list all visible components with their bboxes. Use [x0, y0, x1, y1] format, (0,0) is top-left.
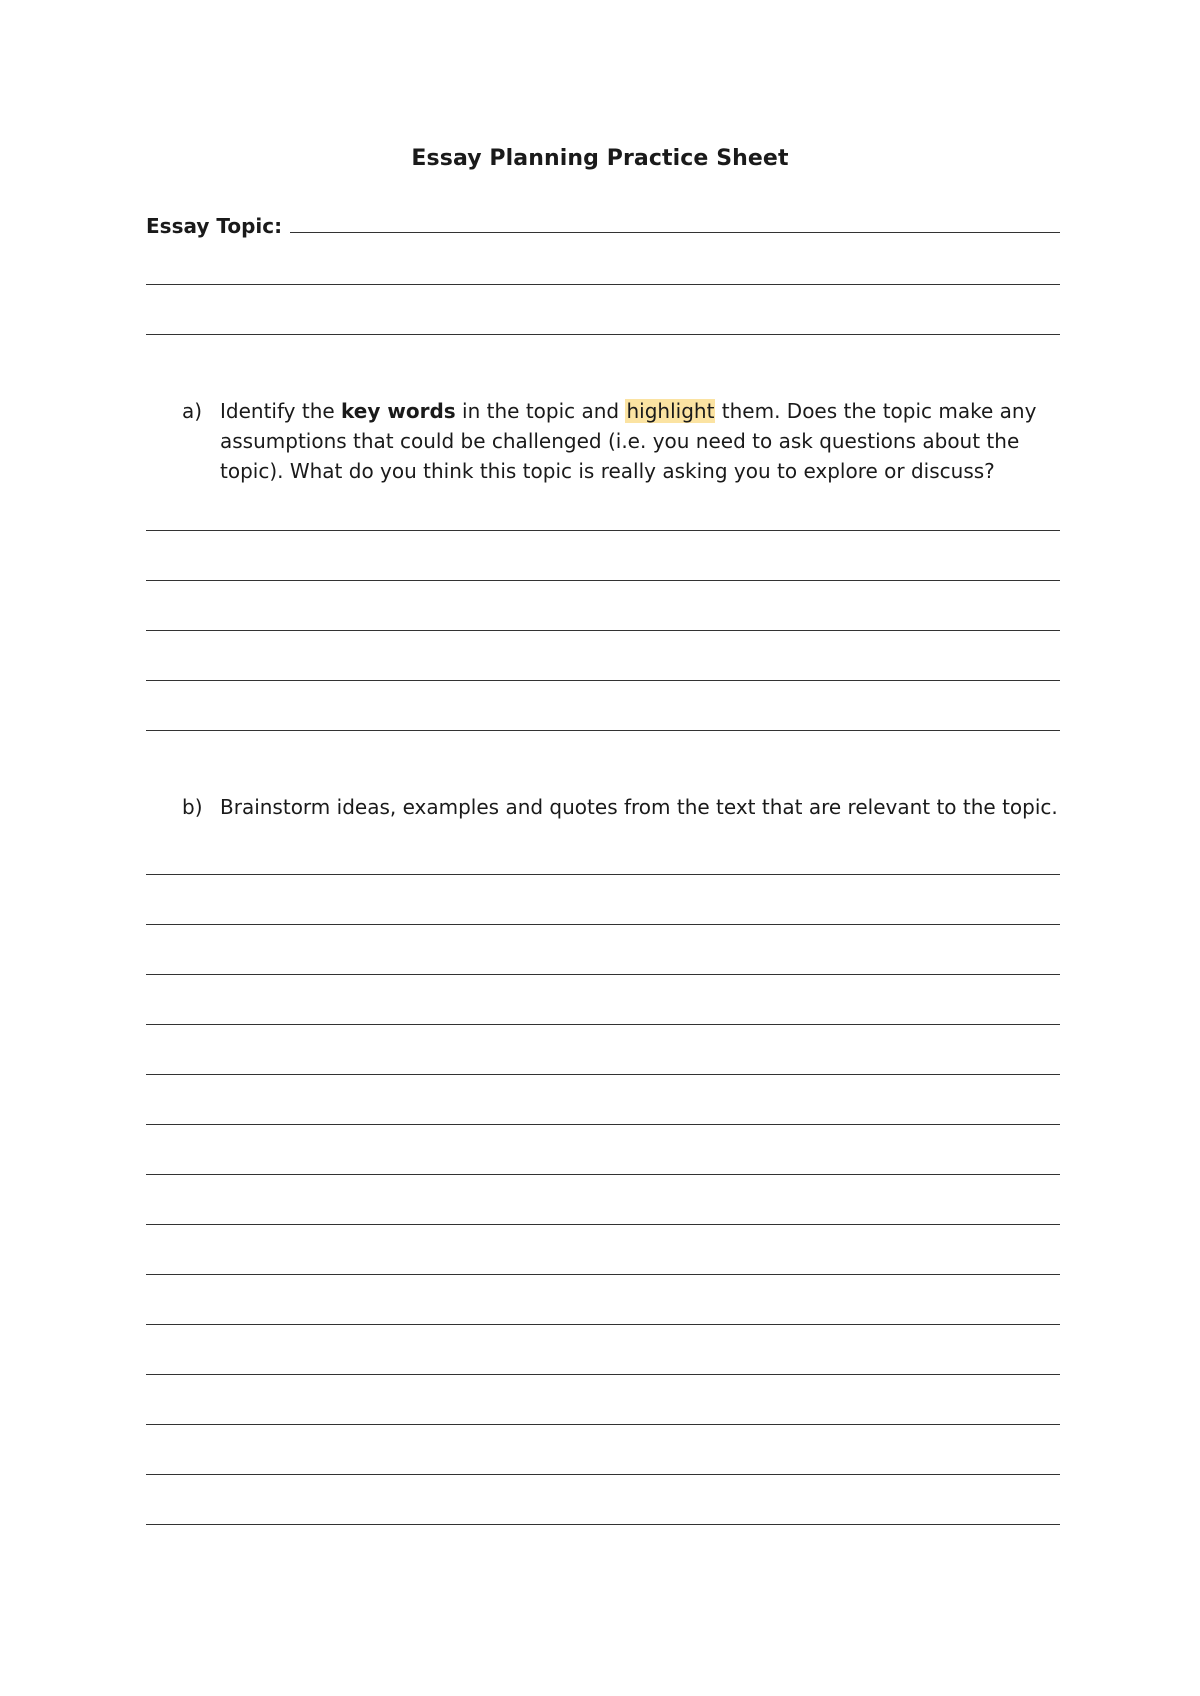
question-b [182, 792, 1062, 822]
answer-line-b[interactable] [146, 1024, 1060, 1025]
answer-line-b[interactable] [146, 1224, 1060, 1225]
answer-line-b[interactable] [146, 1324, 1060, 1325]
question-a-text [220, 396, 1062, 486]
question-a-text-part: them. Does the topic make any assumptions that could be challenged (i.e. you need to ask questions about the topic). What do you think this topic is really asking you to explore or discuss? [220, 399, 1037, 483]
essay-topic-row [146, 214, 1060, 238]
answer-line-b[interactable] [146, 974, 1060, 975]
essay-topic-answer-line[interactable] [290, 232, 1060, 233]
question-a-bold-text: key words [341, 399, 456, 423]
answer-line-a[interactable] [146, 730, 1060, 731]
question-a-marker: a) [182, 399, 203, 423]
essay-topic-label: Essay Topic: [146, 214, 283, 238]
answer-line-b[interactable] [146, 1424, 1060, 1425]
answer-line-b[interactable] [146, 874, 1060, 875]
question-a-text-part: in the topic and [455, 399, 626, 423]
answer-line-b[interactable] [146, 1374, 1060, 1375]
answer-line-a[interactable] [146, 580, 1060, 581]
topic-answer-line[interactable] [146, 334, 1060, 335]
question-a-text-part: Identify the [220, 399, 342, 423]
answer-line-b[interactable] [146, 924, 1060, 925]
answer-line-b[interactable] [146, 1524, 1060, 1525]
answer-line-b[interactable] [146, 1074, 1060, 1075]
answer-line-b[interactable] [146, 1124, 1060, 1125]
page-title: Essay Planning Practice Sheet [411, 146, 789, 171]
answer-line-b[interactable] [146, 1474, 1060, 1475]
answer-line-b[interactable] [146, 1174, 1060, 1175]
answer-line-a[interactable] [146, 530, 1060, 531]
question-a [182, 396, 1062, 486]
question-b-text: Brainstorm ideas, examples and quotes from the text that are relevant to the topic. [220, 795, 1058, 819]
question-b-marker: b) [182, 795, 203, 819]
answer-line-b[interactable] [146, 1274, 1060, 1275]
topic-answer-line[interactable] [146, 284, 1060, 285]
answer-line-a[interactable] [146, 630, 1060, 631]
question-a-highlighted-text: highlight [626, 399, 715, 423]
answer-line-a[interactable] [146, 680, 1060, 681]
